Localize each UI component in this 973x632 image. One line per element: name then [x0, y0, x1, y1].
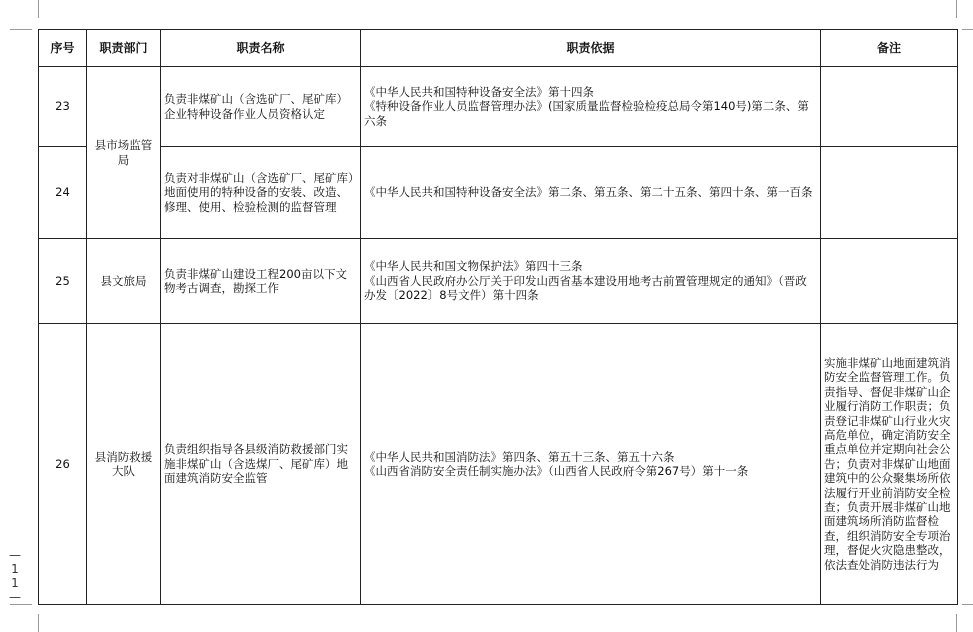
table-row — [39, 324, 958, 605]
cell-note — [821, 147, 958, 239]
header-basis: 职责依据 — [361, 30, 821, 67]
cell-dept: 县市场监管局 — [87, 67, 161, 239]
table-row — [39, 147, 958, 239]
cell-dept: 县文旅局 — [87, 239, 161, 324]
table-row — [39, 67, 958, 147]
cell-dept: 县消防救援大队 — [87, 324, 161, 605]
cell-name: 负责组织指导各县级消防救援部门实施非煤矿山（含选煤厂、尾矿库）地面建筑消防安全监管 — [161, 324, 361, 605]
cell-basis: 《中华人民共和国文物保护法》第四十三条 《山西省人民政府办公厅关于印发山西省基本建设用地考古前置管理规定的通知》（晋政办发〔2022〕8号文件）第十四条 — [361, 239, 821, 324]
crop-mark-bottom-left-h — [10, 604, 32, 605]
cell-name: 负责非煤矿山（含选矿厂、尾矿库）企业特种设备作业人员资格认定 — [161, 67, 361, 147]
table-header-row — [39, 30, 958, 67]
header-dept: 职责部门 — [87, 30, 161, 67]
cell-basis: 《中华人民共和国消防法》第四条、第五十三条、第五十六条 《山西省消防安全责任制实施办法》（山西省人民政府令第267号）第十一条 — [361, 324, 821, 605]
cell-no: 25 — [39, 239, 87, 324]
cell-name: 负责对非煤矿山（含选矿厂、尾矿库）地面使用的特种设备的安装、改造、修理、使用、检验检测的监督管理 — [161, 147, 361, 239]
duty-table — [38, 29, 958, 605]
cell-basis: 《中华人民共和国特种设备安全法》第二条、第五条、第二十五条、第四十条、第一百条 — [361, 147, 821, 239]
crop-mark-top-right-v — [956, 0, 957, 18]
crop-mark-top-left-v — [38, 0, 39, 18]
cell-no: 26 — [39, 324, 87, 605]
crop-mark-bottom-right-h — [962, 604, 973, 605]
cell-note: 实施非煤矿山地面建筑消防安全监督管理工作。负责指导、督促非煤矿山企业履行消防工作职责；负责登记非煤矿山行业火灾高危单位，确定消防安全重点单位并定期向社会公告；负责对非煤矿山地面建筑中的公众聚集场所依法履行开业前消防安全检查；负责开展非煤矿山地面建筑场所消防监督检查，组织消防安全专项治理，督促火灾隐患整改，依法查处消防违法行为 — [821, 324, 958, 605]
cell-note — [821, 67, 958, 147]
cell-basis: 《中华人民共和国特种设备安全法》第十四条 《特种设备作业人员监督管理办法》(国家质量监督检验检疫总局令第140号)第二条、第六条 — [361, 67, 821, 147]
crop-mark-bottom-right-v — [956, 614, 957, 632]
crop-mark-bottom-left-v — [38, 614, 39, 632]
cell-note — [821, 239, 958, 324]
cell-no: 23 — [39, 67, 87, 147]
header-no: 序号 — [39, 30, 87, 67]
table-row — [39, 239, 958, 324]
crop-mark-top-left-h — [10, 29, 32, 30]
cell-no: 24 — [39, 147, 87, 239]
crop-mark-top-right-h — [962, 29, 973, 30]
header-note: 备注 — [821, 30, 958, 67]
cell-name: 负责非煤矿山建设工程200亩以下文物考古调查，勘探工作 — [161, 239, 361, 324]
header-name: 职责名称 — [161, 30, 361, 67]
page-number: — 1 1 — — [9, 548, 21, 604]
